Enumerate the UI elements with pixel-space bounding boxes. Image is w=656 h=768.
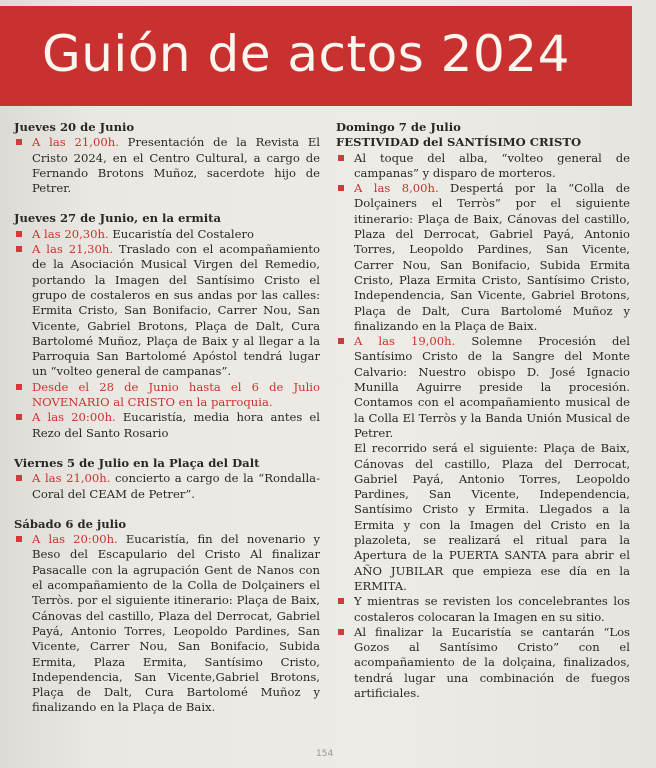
item-text: Eucaristía, media hora antes el Rezo del Santo Rosario: [32, 410, 320, 440]
time-highlight: A las 20:00h.: [32, 410, 116, 425]
bullet-square-icon: [16, 384, 22, 390]
bullet-square-icon: [338, 598, 344, 604]
list-item: [14, 227, 320, 242]
list-item: [336, 625, 630, 701]
list-item: [14, 471, 320, 502]
item-text: Al finalizar la Eucaristía se cantarán “Los Gozos al Santísimo Cristo” con el acompañamiento de la dolçaina, finalizados, tendrá lugar una combinación de fuegos artificiales.: [354, 624, 630, 700]
section-heading: Domingo 7 de Julio: [336, 120, 461, 134]
item-text: Traslado con el acompañamiento de la Asociación Musical Virgen del Remedio, portando la Imagen del Santísimo Cristo el grupo de costaleros en sus andas por las calles: Ermita Cristo, San Bonifacio, Carrer Nou, San Vicente, Gabriel Brotons, Plaça de Dalt, Cura Bartolomé Muñoz, Plaça de Baix y al llegar a la Parroquia San Bartolomé Apóstol tendrá lugar un “volteo general de campanas”.: [32, 242, 320, 379]
event-section: [14, 517, 320, 716]
bullet-square-icon: [338, 155, 344, 161]
item-text: Al toque del alba, “volteo general de campanas” y disparo de morteros.: [354, 150, 630, 180]
bullet-square-icon: [16, 414, 22, 420]
time-highlight: A las 8,00h.: [354, 181, 439, 196]
time-highlight: A las 20:00h.: [32, 532, 118, 547]
bullet-square-icon: [338, 629, 344, 635]
page-title: Guión de actos 2024: [42, 25, 570, 83]
list-item: [14, 380, 320, 411]
route-paragraph: El recorrido será el siguiente: Plaça de Baix, Cánovas del castillo, Plaza del Derrocat, Gabriel Payá, Antonio Torres, Leopoldo Pardines, San Vicente, Independencia, Santísimo Cristo y Ermita. Llegados a la Ermita y con la Imagen del Cristo en la plazoleta, se realizará el ritual para la Apertura de la PUERTA SANTA para abrir el AÑO JUBILAR que empieza ese día en la ERMITA.: [354, 441, 630, 593]
item-text: Y mientras se revisten los concelebrantes los costaleros colocaran la Imagen en su sitio.: [354, 594, 630, 624]
list-item: [336, 151, 630, 182]
event-section: [14, 211, 320, 440]
section-heading: Jueves 20 de Junio: [14, 120, 135, 134]
section-subheading: FESTIVIDAD del SANTÍSIMO CRISTO: [336, 135, 582, 150]
bullet-square-icon: [16, 475, 22, 481]
time-highlight: A las 21,00h.: [32, 471, 111, 486]
section-heading: Sábado 6 de julio: [14, 516, 127, 531]
time-highlight: A las 21,30h.: [32, 242, 114, 257]
item-text: Presentación de la Revista El Cristo 2024, en el Centro Cultural, a cargo de Fernando Brotons Muñoz, sacerdote hijo de Petrer.: [32, 135, 320, 196]
section-heading: Jueves 27 de Junio, en la ermita: [14, 211, 222, 226]
list-item: [336, 334, 630, 441]
event-section: [14, 456, 320, 502]
item-text: Eucaristía del Costalero: [108, 226, 254, 241]
bullet-square-icon: [338, 185, 344, 191]
section-heading: Viernes 5 de Julio en la Plaça del Dalt: [14, 455, 260, 470]
list-item: [14, 532, 320, 716]
event-section: [14, 120, 320, 196]
item-text: Solemne Procesión del Santísimo Cristo de la Sangre del Monte Calvario: Nuestro obispo D. José Ignacio Munilla Aguirre preside la procesión. Contamos con el acompañamiento musical de la Colla El Terròs y la Banda Unión Musical de Petrer.: [354, 334, 630, 440]
item-text: concierto a cargo de la “Rondalla-Coral del CEAM de Petrer”.: [32, 471, 320, 501]
list-item: [14, 410, 320, 441]
bullet-square-icon: [338, 338, 344, 344]
list-item: [336, 594, 630, 625]
title-banner: [0, 6, 632, 106]
bullet-square-icon: [16, 139, 22, 145]
right-column: [336, 120, 630, 701]
item-text: Despertá por la “Colla de Dolçainers el Terròs” por el siguiente itinerario: Plaça de Baix, Cánovas del castillo, Plaza del Derrocat, Gabriel Payá, Antonio Torres, Leopoldo Pardines, San Vicente, Carrer Nou, San Bonifacio, Subida Ermita Cristo, Plaza Ermita Cristo, Santísimo Cristo, Independencia, San Vicente, Gabriel Brotons, Plaça de Dalt, Cura Bartolomé Muñoz y finalizando en la Plaça de Baix.: [354, 181, 631, 333]
list-item: [336, 181, 630, 334]
time-highlight: A las 19,00h.: [354, 334, 456, 349]
bullet-square-icon: [16, 536, 22, 542]
time-highlight: Desde el 28 de Junio hasta el 6 de Julio NOVENARIO al CRISTO en la parroquia.: [32, 379, 320, 410]
list-item: [14, 135, 320, 196]
left-column: [14, 120, 320, 731]
page-number: 154: [316, 749, 334, 759]
list-item: [14, 242, 320, 380]
time-highlight: A las 21,00h.: [32, 135, 119, 150]
bullet-square-icon: [16, 246, 22, 252]
time-highlight: A las 20,30h.: [32, 226, 109, 241]
item-text: Eucaristía, fin del novenario y Beso del Escapulario del Cristo Al finalizar Pasacalle con la agrupación Gent de Nanos con el acompañamiento de la Colla de Dolçainers el Terròs. por el siguiente itinerario: Plaça de Baix, Cánovas del castillo, Plaza del Derrocat, Gabriel Payá, Antonio Torres, Leopoldo Pardines, San Vicente, Carrer Nou, San Bonifacio, Subida Ermita, Plaza Ermita, Santísimo Cristo, Independencia, San Vicente,Gabriel Brotons, Plaça de Dalt, Cura Bartolomé Muñoz y finalizando en la Plaça de Baix.: [32, 532, 320, 715]
bullet-square-icon: [16, 231, 22, 237]
